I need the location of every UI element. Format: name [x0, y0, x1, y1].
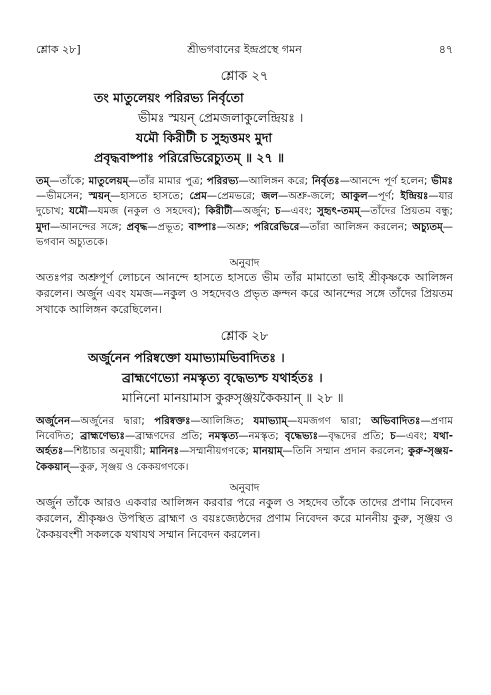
synonym-meaning: তিনি সম্মান প্রদান করলেন; [292, 446, 404, 458]
verse-28-synonyms: অর্জুনেন—অর্জুনের দ্বারা; পরিষ্বক্তঃ—আলিঙ্গিত; যমাভ্যাম্—যমজগণ দ্বারা; অভিবাদিতঃ—প্রণাম নিবেদিত; ব্রাহ্মণেভ্যঃ—ব্রাহ্মণদের প্রতি; নমস্কৃত্য—নমস্কৃত; বৃদ্ধেভ্যঃ—বৃদ্ধদের প্রতি; চ—এবং; যথা-অর্হতঃ—শিষ্টাচার অনুযায়ী; মানিনঃ—সম্মানীয়গণকে; মানয়াম্—তিনি সম্মান প্রদান করলেন; কুরু-সৃঞ্জয়-কৈকয়ান্—কুরু, সৃঞ্জয় ও কেকয়গণকে। [36, 416, 454, 473]
synonym-word: তম্ [36, 176, 50, 187]
synonym-word: পরিরভ্য [206, 176, 239, 187]
synonym-meaning: তাঁকে; [59, 176, 85, 187]
synonym-word: নির্বৃতঃ [311, 176, 340, 187]
synonym-meaning: অশ্রু-জলে; [288, 191, 335, 203]
verse-27-translation: অতঃপর অশ্রুপূর্ণ লোচনে আনন্দে হাসতে হাসতে ভীম তাঁর মামাতো ভাই শ্রীকৃষ্ণকে আলিঙ্গন করলেন। অর্জুন এবং যমজ—নকুল ও সহদেবও প্রভৃত ক্রন্দন করে আনন্দের সঙ্গে তাঁদের প্রিয়তম সখাকে আলিঙ্গন করেছিলেন। [36, 271, 453, 317]
synonym-meaning: যার দুচোখ; [36, 191, 454, 218]
verse-27-line-4: প্রবৃদ্ধবাষ্পাঃ পরিরেভিরেচ্যুতম্ ॥ ২৭ ॥ [94, 150, 285, 165]
synonym-word: মানয়াম্ [253, 446, 283, 458]
synonym-word: মাতুলেয়ম্ [88, 176, 129, 187]
synonym-meaning: তাঁরা আলিঙ্গন করলেন; [309, 221, 408, 233]
synonym-word: পরিরেভিরে [253, 221, 300, 233]
synonym-meaning: তাঁর মামার পুত্র; [138, 176, 204, 187]
synonym-word: স্ময়ন্ [88, 191, 111, 203]
synonym-meaning: অশ্রু; [226, 221, 250, 233]
synonym-word: পরিষ্বক্তঃ [154, 416, 191, 428]
synonym-word: যমাভ্যাম্ [253, 416, 288, 428]
verse-27-line-3: যমৌ কিরীটী চ সুহৃত্তমং মুদা [136, 130, 273, 145]
synonym-word: অভিবাদিতঃ [371, 416, 421, 428]
synonym-meaning: ভগবান অচ্যুতকে। [36, 236, 108, 248]
synonym-word: ভীমঃ [431, 176, 453, 187]
synonym-word: আকুল [341, 191, 368, 203]
synonym-word: চ [275, 206, 281, 218]
synonym-word: যথা-অর্হতঃ [36, 431, 453, 458]
synonym-meaning: ব্রাহ্মণদের প্রতি; [135, 431, 203, 443]
synonym-word: অচ্যুতম্ [412, 221, 443, 233]
verse-27-line-1: তং মাতুলেয়ং পরিরভ্য নির্বৃতো [94, 90, 244, 105]
synonym-meaning: নমস্কৃত; [248, 431, 279, 443]
verse-28-translation-heading: অনুবাদ [229, 481, 260, 494]
synonym-word: চ [390, 431, 396, 443]
synonym-meaning: প্রণাম নিবেদিত; [36, 416, 454, 443]
synonym-meaning: তাঁদের প্রিয়তম বন্ধু; [370, 206, 453, 218]
verse-27-section [36, 68, 453, 318]
synonym-meaning: এবং; [290, 206, 313, 218]
synonym-meaning: যমজ (নকুল ও সহদেব); [97, 206, 201, 218]
synonym-meaning: হাসতে হাসতে; [120, 191, 184, 203]
verse-28-line-3: মানিনো মানয়ামাস কুরুসৃঞ্জয়কৈকয়ান্ ॥ ২৮ ॥ [122, 390, 344, 406]
synonym-word: বাষ্পাঃ [188, 221, 217, 233]
synonym-meaning: প্রেমভরে; [217, 191, 256, 203]
synonym-word: প্রবৃদ্ধ [126, 221, 148, 233]
page-content [36, 68, 453, 543]
synonym-meaning: সম্মানীয়গণকে; [189, 446, 249, 458]
verse-27-line-2: ভীমঃ স্ময়ন্ প্রেমজলাকুলেন্দ্রিয়ঃ । [138, 110, 304, 125]
synonym-word: বৃদ্ধেভ্যঃ [284, 431, 319, 443]
synonym-word: জল [261, 191, 279, 203]
synonym-word: প্রেম [189, 191, 207, 203]
synonym-word: যমৌ [69, 206, 88, 218]
synonym-meaning: ভীমসেন; [46, 191, 83, 203]
synonym-word: ব্রাহ্মণেভ্যঃ [80, 431, 125, 443]
synonym-word: কুরু-সৃঞ্জয়-কৈকয়ান্ [36, 446, 453, 473]
synonym-word: মানিনঃ [149, 446, 180, 458]
synonym-meaning: বৃদ্ধদের প্রতি; [328, 431, 385, 443]
synonym-meaning: প্রভূত; [157, 221, 184, 233]
synonym-word: কিরীটী [205, 206, 233, 218]
synonym-meaning: অর্জুনের দ্বারা; [80, 416, 145, 428]
verse-28-section [36, 328, 453, 543]
verse-28-translation: অর্জুন তাঁকে আরও একবার আলিঙ্গন করবার পরে নকুল ও সহদেব তাঁকে তাদের প্রণাম নিবেদন করলেন, শ্রীকৃষ্ণও উপস্থিত ব্রাহ্মণ ও বয়ঃজ্যেষ্ঠদের প্রণাম নিবেদন করে মাননীয় কুরু, সৃঞ্জয় ও কৈকয়বংশী সকলকে যথাযথ সম্মান নিবেদন করলেন। [36, 495, 453, 541]
synonym-word: মুদা [36, 221, 50, 233]
synonym-meaning: এবং; [405, 431, 428, 443]
synonym-meaning: কুরু, সৃঞ্জয় ও কেকয়গণকে। [79, 461, 189, 473]
synonym-meaning: আলিঙ্গিত; [200, 416, 244, 428]
synonym-meaning: আনন্দের সঙ্গে; [60, 221, 122, 233]
synonym-word: ইন্দ্রিয়ঃ [400, 191, 429, 203]
verse-28-line-2: ব্রাহ্মণেভ্যো নমস্কৃত্য বৃদ্ধেভ্যশ্চ যথার্হতঃ । [122, 370, 323, 386]
synonym-meaning: পূর্ণ; [377, 191, 395, 203]
synonym-word: অর্জুনেন [36, 416, 71, 428]
synonym-meaning: আলিঙ্গন করে; [248, 176, 309, 187]
verse-27-title: শ্লোক ২৭ [220, 69, 269, 84]
synonym-meaning: শিষ্টাচার অনুযায়ী; [73, 446, 146, 458]
synonym-meaning: যমজগণ দ্বারা; [297, 416, 362, 428]
synonym-word: নমস্কৃত্য [208, 431, 239, 443]
synonym-meaning: অর্জুন; [242, 206, 271, 218]
page-number: ৪৭ [438, 43, 453, 56]
running-header [36, 41, 453, 59]
synonym-meaning: আনন্দে পূর্ণ হলেন; [349, 176, 428, 187]
header-chapter-title: শ্রীভগবানের ইন্দ্রপ্রস্থে গমন [187, 43, 302, 56]
verse-28-title: শ্লোক ২৮ [220, 329, 269, 345]
synonym-word: সুহৃৎ-তমম্ [317, 206, 361, 218]
verse-27-translation-heading: অনুবাদ [229, 257, 260, 270]
verse-28-line-1: অর্জুনেন পরিষ্বক্তো যমাভ্যামভিবাদিতঃ । [88, 350, 285, 366]
header-verse-ref: শ্লোক ২৮] [36, 43, 81, 56]
verse-27-synonyms: তম্—তাঁকে; মাতুলেয়ম্—তাঁর মামার পুত্র; পরিরভ্য—আলিঙ্গন করে; নির্বৃতঃ—আনন্দে পূর্ণ হলেন; ভীমঃ—ভীমসেন; স্ময়ন্—হাসতে হাসতে; প্রেম—প্রেমভরে; জল—অশ্রু-জলে; আকুল—পূর্ণ; ইন্দ্রিয়ঃ—যার দুচোখ; যমৌ—যমজ (নকুল ও সহদেব); কিরীটী—অর্জুন; চ—এবং; সুহৃৎ-তমম্—তাঁদের প্রিয়তম বন্ধু; মুদা—আনন্দের সঙ্গে; প্রবৃদ্ধ—প্রভূত; বাষ্পাঃ—অশ্রু; পরিরেভিরে—তাঁরা আলিঙ্গন করলেন; অচ্যুতম্—ভগবান অচ্যুতকে। [36, 176, 454, 248]
